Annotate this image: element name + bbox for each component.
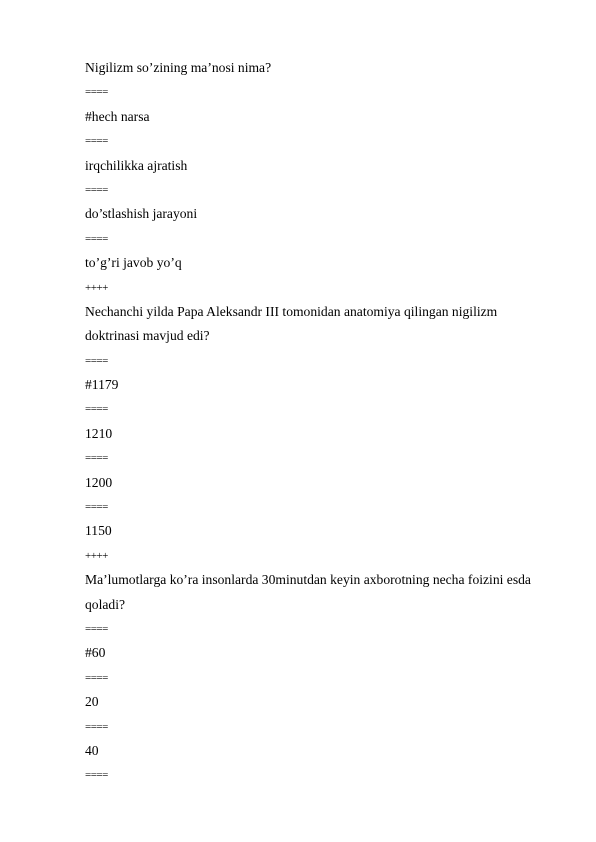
question-text: Nigilizm so’zining ma’nosi nima? [85,60,272,75]
question-end-marker: ++++ [85,549,108,562]
separator: ==== [85,135,108,148]
separator: ==== [85,232,108,245]
separator: ==== [85,720,108,733]
question-text-line: qoladi? [85,596,126,612]
answer-option: #1179 [85,377,119,393]
separator: ==== [85,354,108,367]
answer-option: 40 [85,742,99,758]
answer-option: do’stlashish jarayoni [85,206,198,222]
separator: ==== [85,671,108,684]
question-text-line: doktrinasi mavjud edi? [85,328,210,344]
answer-option: #60 [85,645,106,661]
quiz-content [85,56,545,788]
answer-option: 20 [85,694,99,710]
separator: ==== [85,501,108,514]
separator: ==== [85,403,108,416]
answer-option: 1200 [85,474,113,490]
question-end-marker: ++++ [85,281,108,294]
separator: ==== [85,452,108,465]
separator: ==== [85,622,108,635]
question-text-line: Nechanchi yilda Papa Aleksandr III tomonidan anatomiya qilingan nigilizm [85,303,498,319]
separator: ==== [85,183,108,196]
answer-option: irqchilikka ajratish [85,157,188,173]
answer-option: 1150 [85,523,112,539]
answer-option: 1210 [85,425,113,441]
question-text-line: Ma’lumotlarga ko’ra insonlarda 30minutdan keyin axborotning necha foizini esda [85,572,531,588]
separator: ==== [85,86,108,99]
answer-option: to’g’ri javob yo’q [85,255,182,271]
answer-option: #hech narsa [85,108,150,124]
separator: ==== [85,769,108,782]
